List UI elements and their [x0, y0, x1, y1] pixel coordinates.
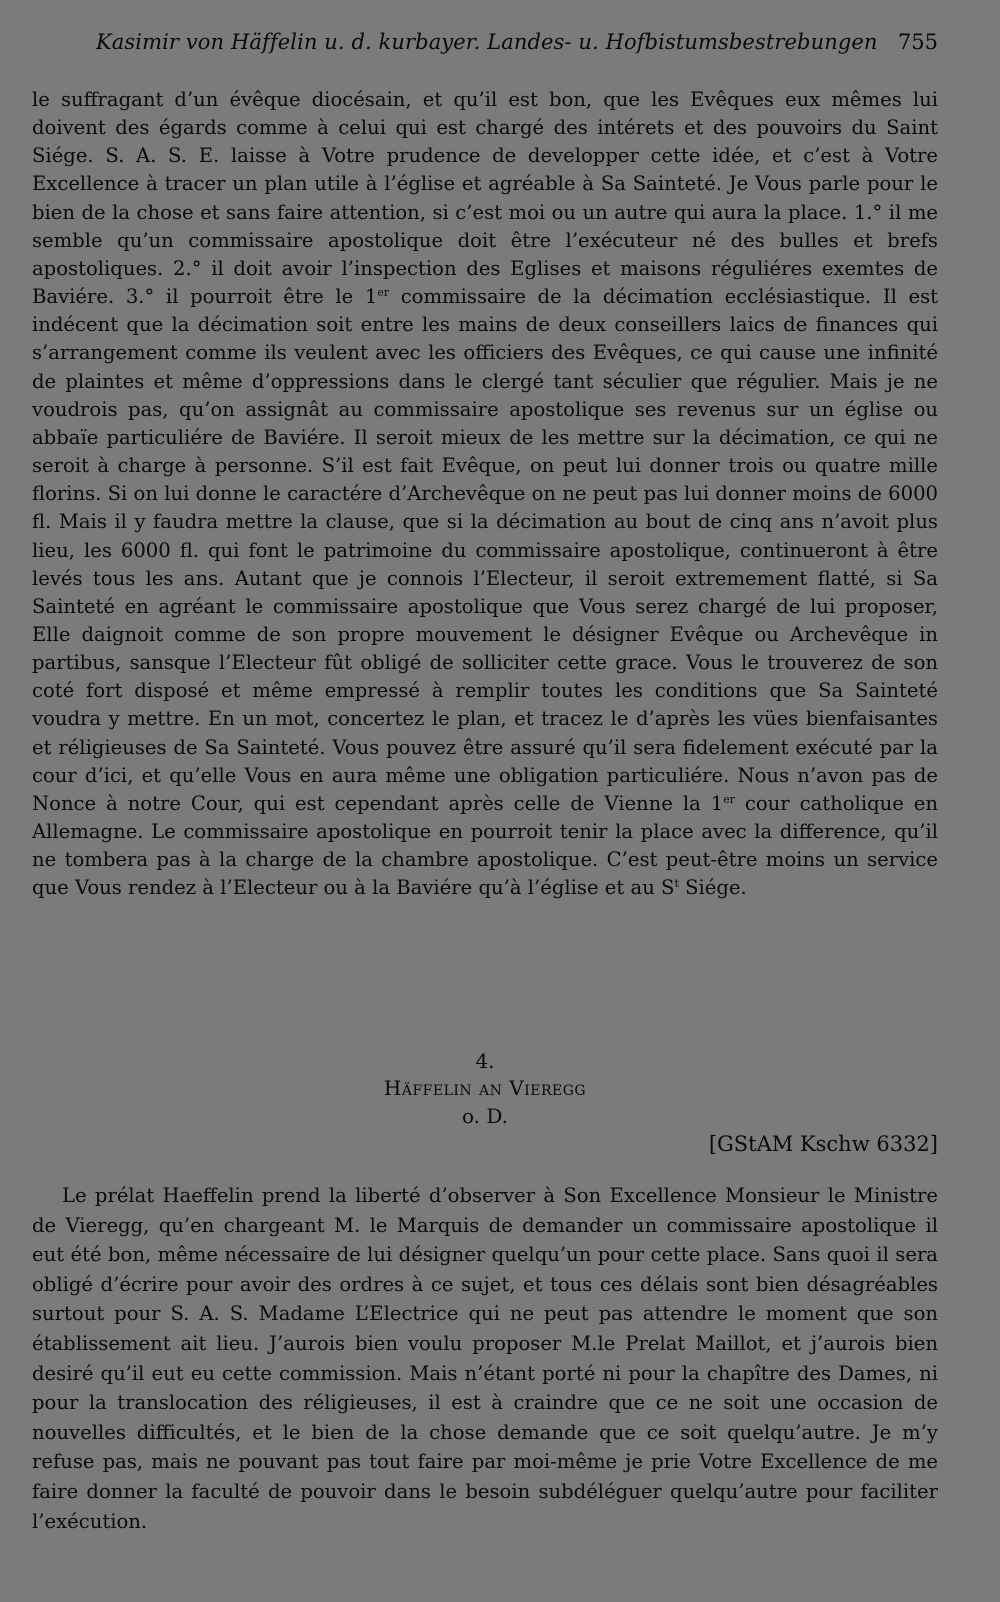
- document-date: o. D.: [461, 1104, 509, 1128]
- paragraph-text-segment: le suffragant d’un évêque diocésain, et qu’il est bon, que les Evêques eux mêmes lui doivent des égards comme à celui qui est chargé des intérets et des pouvoirs du Saint Siége. S. A. S. E. laisse à Votre prudence de developper cette idée, et c’est à Votre Excellence à tracer un plan utile à l’église et agréable à Sa Sainteté. Je Vous parle pour le bien de la chose et sans faire attention, si c’est moi ou un autre qui aura la place. 1.° il me semble qu’un commissaire apostolique doit être l’exécuteur né des bulles et brefs apostoliques. 2.° il doit avoir l’inspection des Eglises et maisons réguliéres exemtes de Baviére. 3.° il pourroit être le 1: [32, 88, 938, 309]
- paragraph-text-segment: Siége.: [678, 876, 747, 900]
- letter-continuation-paragraph: [32, 86, 938, 903]
- paragraph-text-segment: commissaire de la décimation ecclésiastique. Il est indécent que la décimation soit entre les mains de deux conseillers laics de finances qui s’arrangement comme ils veulent avec les officiers des Evêques, ce qui cause une infinité de plaintes et même d’oppressions dans le clergé tant séculier que régulier. Mais je ne voudrois pas, qu’on assignât au commissaire apostolique ses revenus sur un église ou abbaïe particuliére de Baviére. Il seroit mieux de les mettre sur la décimation, ce qui ne seroit à charge à personne. S’il est fait Evêque, on peut lui donner trois ou quatre mille florins. Si on lui donne le caractére d’Archevêque on ne peut pas lui donner moins de 6000 fl. Mais il y faudra mettre la clause, que si la décimation au bout de cinq ans n’avoit plus lieu, les 6000 fl. qui font le patrimoine du commissaire apostolique, continueront à être levés tous les ans. Autant que je connois l’Electeur, il seroit extremement flatté, si Sa Sainteté en agréant le commissaire apostolique que Vous serez chargé de lui proposer, Elle daignoit comme de son propre mouvement le désigner Evêque ou Archevêque in partibus, sansque l’Electeur fût obligé de solliciter cette grace. Vous le trouverez de son coté fort disposé et même empressé à remplir toutes les conditions que Sa Sainteté voudra y mettre. En un mot, concertez le plan, et tracez le d’après les vües bienfaisantes et réligieuses de Sa Sainteté. Vous pouvez être assuré qu’il sera fidelement exécuté par la cour d’ici, et qu’elle Vous en aura même une obligation particuliére. Nous n’avon pas de Nonce à notre Cour, qui est cependant après celle de Vienne la 1: [32, 285, 939, 815]
- running-head: [32, 30, 938, 64]
- document-number: 4.: [475, 1049, 495, 1073]
- superscript-saint: t: [674, 877, 679, 891]
- superscript-ordinal: er: [723, 792, 735, 806]
- superscript-ordinal: er: [377, 286, 390, 300]
- document-heading: Häffelin an Vieregg: [383, 1076, 587, 1100]
- page-number: 755: [897, 30, 938, 54]
- running-head-title: Kasimir von Häffelin u. d. kurbayer. Landes- u. Hofbistumsbestrebungen: [96, 30, 878, 54]
- document-page: [32, 0, 938, 1602]
- paragraph-text-segment: cour catholique en Allemagne. Le commissaire apostolique en pourroit tenir la place avec la difference, qu’il ne tombera pas à la charge de la chambre apostolique. C’est peut-être moins un service que Vous rendez à l’Electeur ou à la Baviére qu’à l’église et au S: [32, 791, 938, 900]
- document-body-paragraph: Le prélat Haeffelin prend la liberté d’observer à Son Excellence Monsieur le Ministre de Vieregg, qu’en chargeant M. le Marquis de demander un commissaire apostolique il eut été bon, même nécessaire de lui désigner quelqu’un pour cette place. Sans quoi il sera obligé d’écrire pour avoir des ordres à ce sujet, et tous ces délais sont bien désagréables surtout pour S. A. S. Madame L’Electrice qui ne peut pas attendre le moment que son établissement ait lieu. J’aurois bien voulu proposer M.le Prelat Maillot, et j’aurois bien desiré qu’il eut eu cette commission. Mais n’étant porté ni pour la chapître des Dames, ni pour la translocation des réligieuses, il est à craindre que ce ne soit une occasion de nouvelles difficultés, et le bien de la chose demande que ce soit quelqu’autre. Je m’y refuse pas, mais ne pouvant pas tout faire par moi-même je prie Votre Excellence de me faire donner la faculté de pouvoir dans le besoin subdéléguer quelqu’autre pour faciliter l’exécution.: [32, 1184, 938, 1533]
- archive-source-reference: [GStAM Kschw 6332]: [708, 1132, 938, 1156]
